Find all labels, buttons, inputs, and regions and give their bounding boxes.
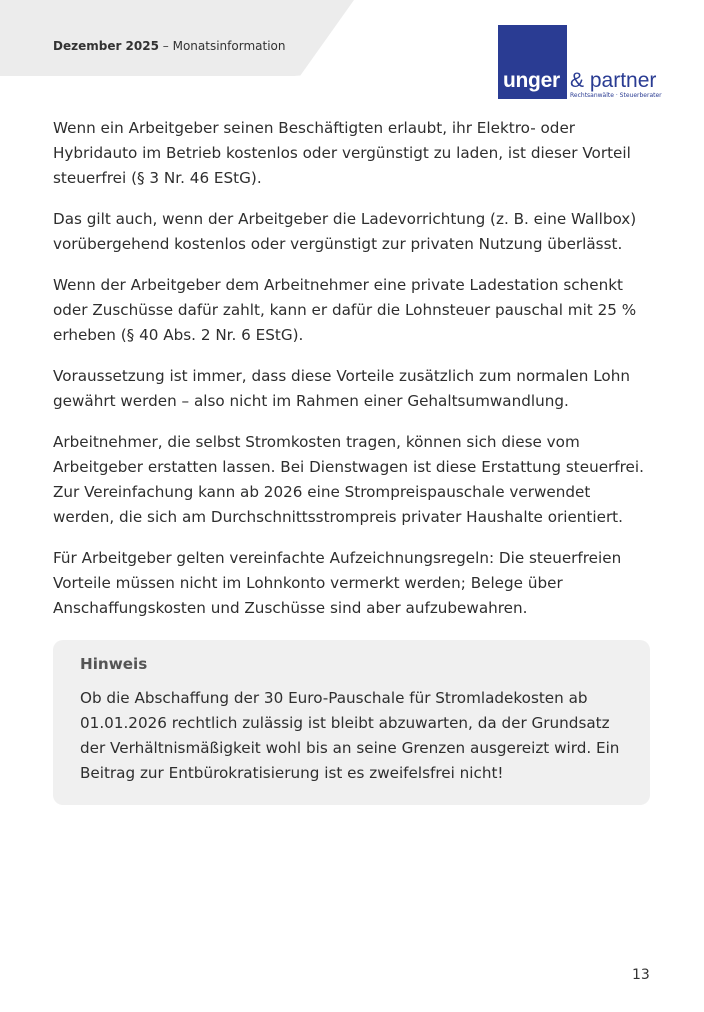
note-body: Ob die Abschaffung der 30 Euro-Pauschale für Stromladekosten ab 01.01.2026 rechtlich zulässig ist bleibt abzuwarten, da der Grundsatz der Verhältnismäßigkeit wohl bis an seine Grenzen ausgereizt wird. Ein Beitrag zur Entbürokratisierung ist es zweifelsfrei nicht! xyxy=(80,689,620,782)
header-section: Monatsinformation xyxy=(172,39,286,53)
page-number: 13 xyxy=(632,967,650,983)
running-header xyxy=(53,39,285,53)
logo-word-partner: & partner xyxy=(570,69,657,92)
paragraph-3: Wenn der Arbeitgeber dem Arbeitnehmer eine private Ladestation schenkt oder Zuschüsse dafür zahlt, kann er dafür die Lohnsteuer pauschal mit 25 % erheben (§ 40 Abs. 2 Nr. 6 EStG). xyxy=(53,276,637,344)
header-tab xyxy=(0,0,354,76)
logo-subtitle: Rechtsanwälte · Steuerberater xyxy=(570,92,662,99)
paragraph-4: Voraussetzung ist immer, dass diese Vorteile zusätzlich zum normalen Lohn gewährt werden – also nicht im Rahmen einer Gehaltsumwandlung. xyxy=(53,367,630,410)
logo-word-unger: unger xyxy=(503,69,560,92)
note-box xyxy=(53,640,650,805)
company-logo xyxy=(498,25,662,101)
paragraph-6: Für Arbeitgeber gelten vereinfachte Aufzeichnungsregeln: Die steuerfreien Vorteile müssen nicht im Lohnkonto vermerkt werden; Belege über Anschaffungskosten und Zuschüsse sind aber aufzubewahren. xyxy=(53,549,622,617)
header-month: Dezember 2025 xyxy=(53,39,159,53)
paragraph-1: Wenn ein Arbeitgeber seinen Beschäftigten erlaubt, ihr Elektro- oder Hybridauto im Betrieb kostenlos oder vergünstigt zu laden, ist dieser Vorteil steuerfrei (§ 3 Nr. 46 EStG). xyxy=(53,119,631,187)
paragraph-5: Arbeitnehmer, die selbst Stromkosten tragen, können sich diese vom Arbeitgeber erstatten lassen. Bei Dienstwagen ist diese Erstattung steuerfrei. Zur Vereinfachung kann ab 2026 eine Strompreispauschale verwendet werden, die sich am Durchschnittsstrompreis privater Haushalte orientiert. xyxy=(53,433,644,526)
header-separator: – xyxy=(162,39,169,53)
article-body xyxy=(53,116,653,637)
paragraph-2: Das gilt auch, wenn der Arbeitgeber die Ladevorrichtung (z. B. eine Wallbox) vorübergehend kostenlos oder vergünstigt zur privaten Nutzung überlässt. xyxy=(53,210,637,253)
note-title: Hinweis xyxy=(80,655,148,673)
